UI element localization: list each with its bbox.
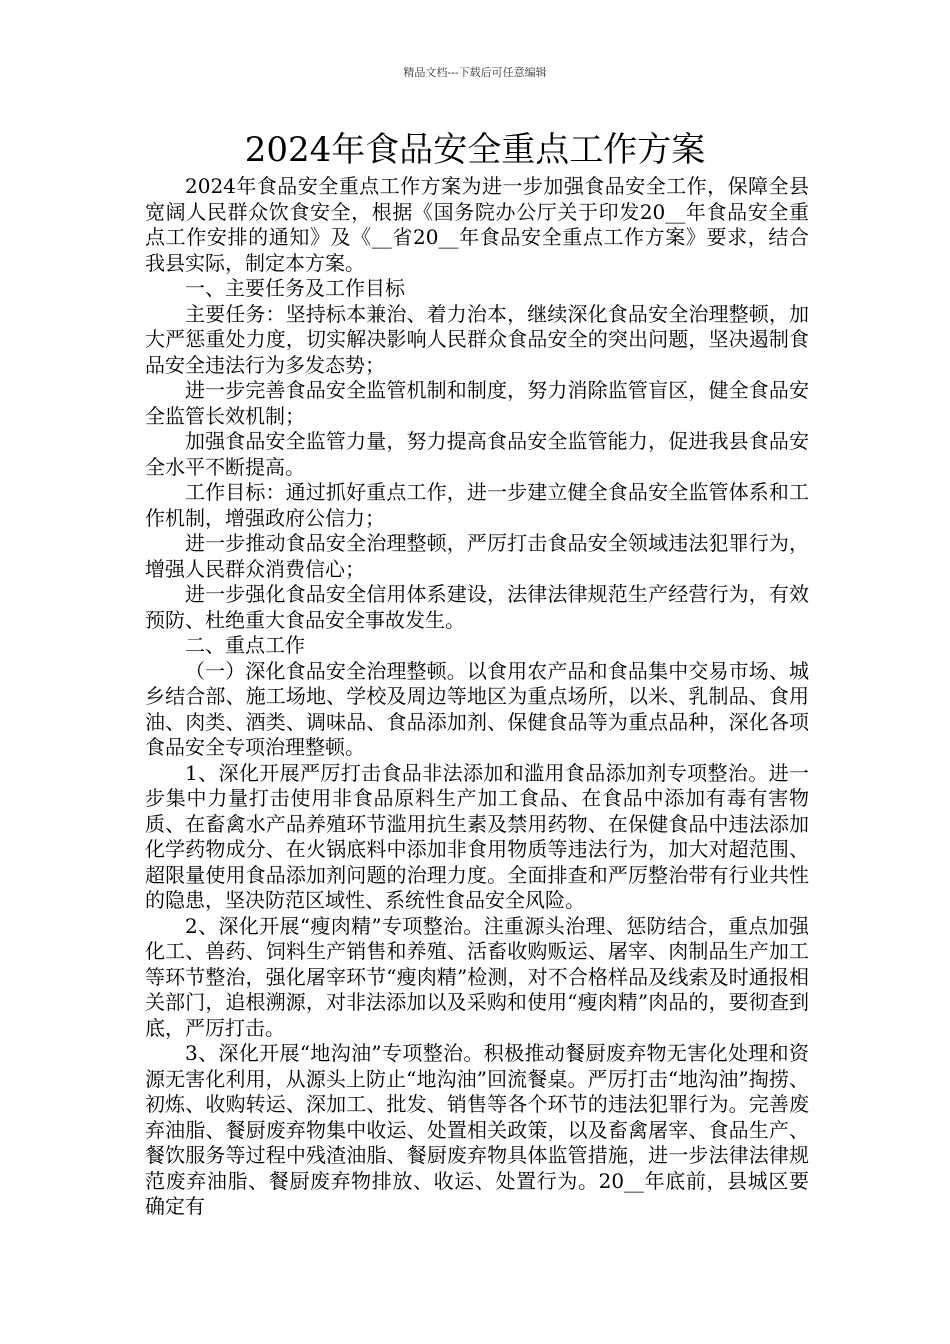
document-title: 2024年食品安全重点工作方案	[244, 130, 706, 170]
paragraph-task-2: 进一步完善食品安全监管机制和制度，努力消除监管盲区，健全食品安全监管长效机制；	[145, 378, 809, 428]
paragraph-goal-2: 进一步推动食品安全治理整顿，严厉打击食品安全领域违法犯罪行为，增强人民群众消费信心；	[145, 531, 809, 581]
paragraph-task-3: 加强食品安全监管力量，努力提高食品安全监管能力，促进我县食品安全水平不断提高。	[145, 429, 809, 479]
paragraph-goal-3: 进一步强化食品安全信用体系建设，法律法律规范生产经营行为，有效预防、杜绝重大食品安全事故发生。	[145, 582, 809, 632]
paragraph-work-goals: 工作目标：通过抓好重点工作，进一步建立健全食品安全监管体系和工作机制，增强政府公信力；	[145, 480, 809, 530]
paragraph-intro: 2024年食品安全重点工作方案为进一步加强食品安全工作，保障全县宽阔人民群众饮食安全，根据《国务院办公厅关于印发20__年食品安全重点工作安排的通知》及《__省20__年食品安全重点工作方案》要求，结合我县实际，制定本方案。	[145, 174, 809, 275]
paragraph-item-2: 2、深化开展“瘦肉精”专项整治。注重源头治理、惩防结合，重点加强化工、兽药、饲料生产销售和养殖、活畜收购贩运、屠宰、肉制品生产加工等环节整治，强化屠宰环节“瘦肉精”检测，对不合格样品及线索及时通报相关部门，追根溯源，对非法添加以及采购和使用“瘦肉精”肉品的，要彻查到底，严厉打击。	[145, 913, 809, 1040]
document-body	[145, 174, 809, 1220]
paragraph-item-3: 3、深化开展“地沟油”专项整治。积极推动餐厨废弃物无害化处理和资源无害化利用，从源头上防止“地沟油”回流餐桌。严厉打击“地沟油”掏捞、初炼、收购转运、深加工、批发、销售等各个环节的违法犯罪行为。完善废弃油脂、餐厨废弃物集中收运、处置相关政策，以及畜禽屠宰、食品生产、餐饮服务等过程中残渣油脂、餐厨废弃物具体监管措施，进一步法律法律规范废弃油脂、餐厨废弃物排放、收运、处置行为。20__年底前，县城区要确定有	[145, 1041, 809, 1218]
header-note: 精品文档---下载后可任意编辑	[403, 66, 547, 79]
section-heading-2: 二、重点工作	[185, 633, 305, 657]
section-heading-1: 一、主要任务及工作目标	[185, 276, 405, 300]
paragraph-main-tasks: 主要任务：坚持标本兼治、着力治本，继续深化食品安全治理整顿，加大严惩重处力度，切实解决影响人民群众食品安全的突出问题，坚决遏制食品安全违法行为多发态势；	[145, 301, 809, 377]
paragraph-subsection-1: （一）深化食品安全治理整顿。以食用农产品和食品集中交易市场、城乡结合部、施工场地、学校及周边等地区为重点场所，以米、乳制品、食用油、肉类、酒类、调味品、食品添加剂、保健食品等为重点品种，深化各项食品安全专项治理整顿。	[145, 658, 809, 759]
paragraph-item-1: 1、深化开展严厉打击食品非法添加和滥用食品添加剂专项整治。进一步集中力量打击使用非食品原料生产加工食品、在食品中添加有毒有害物质、在畜禽水产品养殖环节滥用抗生素及禁用药物、在保健食品中违法添加化学药物成分、在火锅底料中添加非食用物质等违法行为，加大对超范围、超限量使用食品添加剂问题的治理力度。全面排查和严厉整治带有行业共性的隐患，坚决防范区域性、系统性食品安全风险。	[145, 760, 809, 912]
